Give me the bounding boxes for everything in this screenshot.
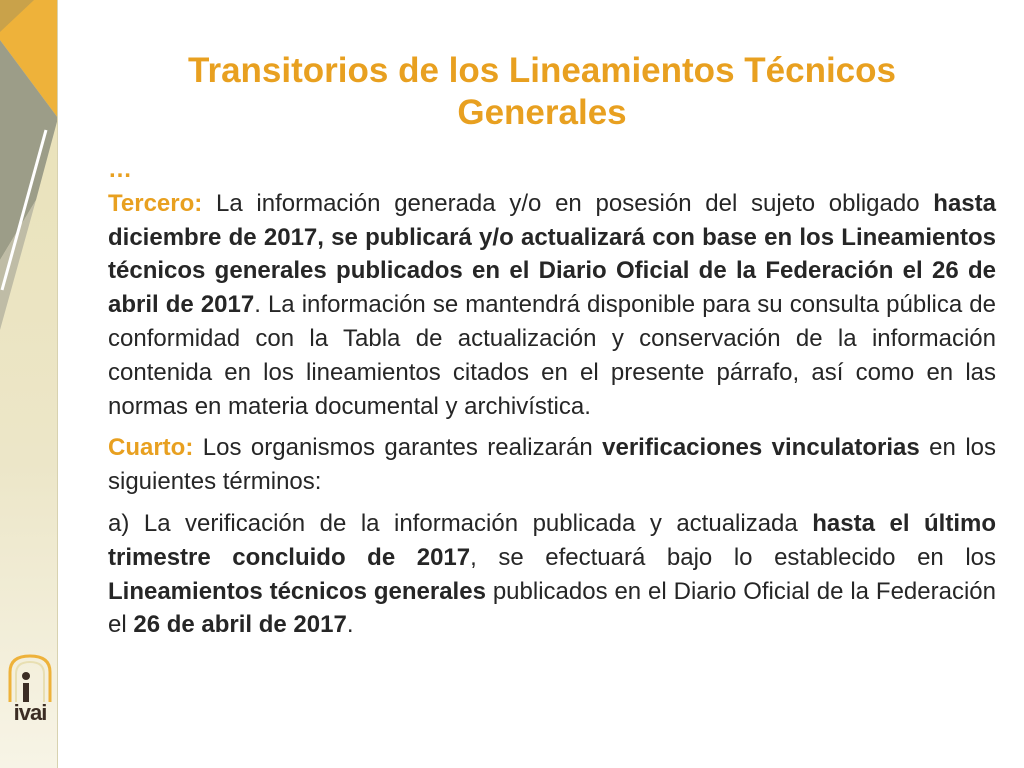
cuarto-text-2: en los siguientes términos: — [108, 434, 997, 496]
label-cuarto: Cuarto: — [108, 434, 194, 462]
slide-title: Transitorios de los Lineamientos Técnicos Generales — [188, 51, 896, 132]
ellipsis: … — [108, 156, 132, 183]
paragraph-tercero — [108, 187, 996, 424]
paragraph-cuarto — [108, 431, 996, 499]
paragraph-inciso-a — [108, 507, 996, 642]
tercero-text-1: La información generada y/o en posesión del sujeto obligado — [202, 189, 934, 217]
a-text-3: publicados en el Diario Oficial de la Federación el — [108, 577, 996, 639]
cuarto-bold-1: verificaciones vinculatorias — [602, 434, 920, 462]
a-bold-1: hasta el último trimestre concluido de 2017 — [108, 509, 996, 571]
a-bold-2: Lineamientos técnicos generales — [108, 577, 486, 605]
tercero-text-2: . La información se mantendrá disponible para su consulta pública de conformidad con la Tabla de actualización y conservación de la información contenida en los lineamientos citados en el presente párrafo, así como en las normas en materia documental y archivística. — [108, 291, 996, 420]
ivai-logo — [4, 652, 56, 752]
a-bold-3: 26 de abril de 2017 — [133, 611, 347, 639]
a-text-2: , se efectuará bajo lo establecido en los — [470, 543, 997, 571]
logo-wordmark: ivai — [13, 700, 47, 725]
logo-arch-icon — [4, 652, 56, 702]
tercero-bold-1: hasta diciembre de 2017, se publicará y/o actualizará con base en los Lineamientos técnicos generales publicados en el Diario Oficial de la Federación el 26 de abril de 2017 — [108, 189, 996, 319]
label-tercero: Tercero: — [108, 189, 203, 217]
a-text-4: . — [346, 611, 354, 639]
cuarto-text-1: Los organismos garantes realizarán — [193, 434, 603, 462]
slide-body — [108, 153, 996, 650]
a-text-1: a) La verificación de la información publicada y actualizada — [108, 509, 813, 537]
